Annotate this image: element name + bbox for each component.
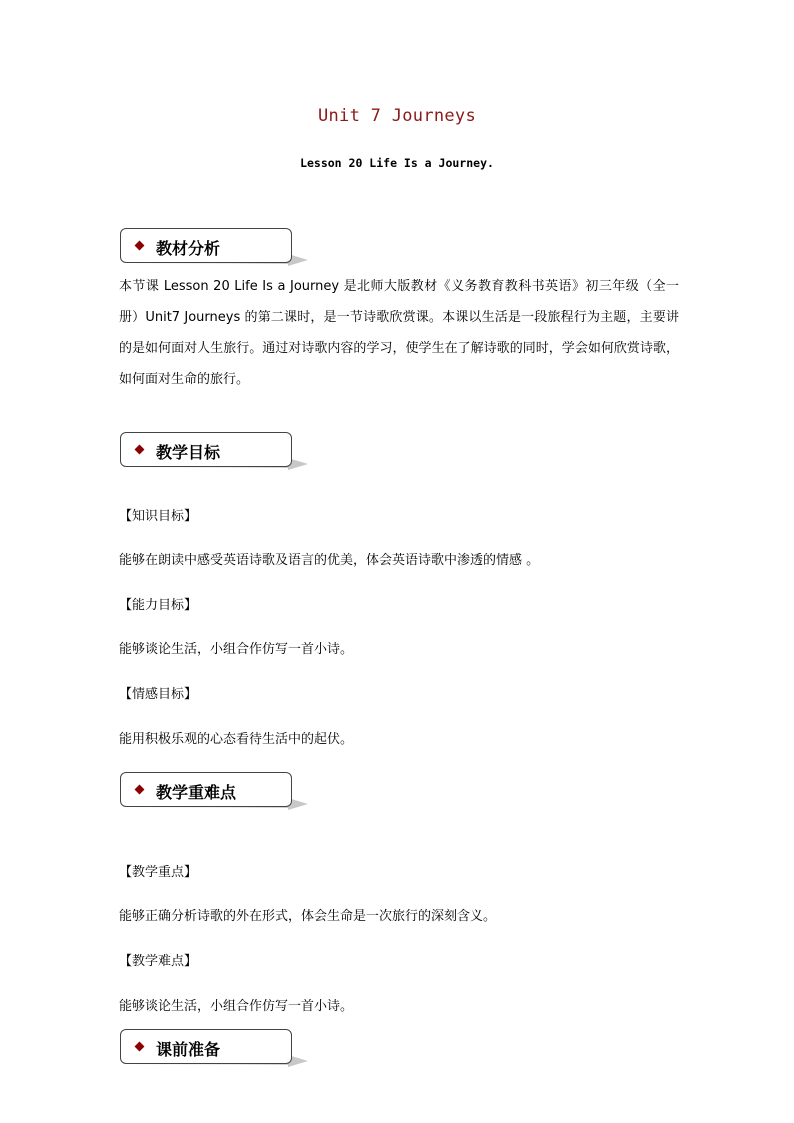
teaching-focus-label: 【教学重点】 — [119, 865, 198, 880]
teaching-difficulty-label: 【教学难点】 — [119, 954, 198, 969]
ability-objective-label: 【能力目标】 — [119, 598, 198, 613]
diamond-bullet-icon — [135, 241, 145, 251]
knowledge-objective-text: 能够在朗读中感受英语诗歌及语言的优美，体会英语诗歌中渗透的情感 。 — [119, 553, 540, 568]
header-box — [120, 432, 292, 467]
diamond-bullet-icon — [135, 1042, 145, 1052]
header-box — [120, 1029, 292, 1064]
section-title: 教材分析 — [156, 239, 221, 258]
section-title: 教学目标 — [156, 443, 221, 462]
emotion-objective-text: 能用积极乐观的心态看待生活中的起伏。 — [119, 732, 354, 747]
analysis-paragraph: 本节课 Lesson 20 Life Is a Journey 是北师大版教材《义务教育教科书英语》初三年级（全一册）Unit7 Journeys 的第二课时，是一节诗歌欣赏课。本课以生活是一段旅程行为主题，主要讲的是如何面对人生旅行。通过对诗歌内容的学习，使学生在了解诗歌的同时，学会如何欣赏诗歌，如何面对生命的旅行。 — [119, 279, 679, 387]
ability-objective-text: 能够谈论生活，小组合作仿写一首小诗。 — [119, 642, 354, 657]
section-header-objectives — [120, 432, 294, 469]
section-header-keypoints — [120, 772, 294, 809]
header-box — [120, 228, 292, 263]
teaching-focus-text: 能够正确分析诗歌的外在形式，体会生命是一次旅行的深刻含义。 — [119, 909, 497, 924]
document-title: Unit 7 Journeys — [317, 106, 477, 126]
diamond-bullet-icon — [135, 785, 145, 795]
section-header-preparation — [120, 1029, 294, 1066]
teaching-difficulty-text: 能够谈论生活，小组合作仿写一首小诗。 — [119, 999, 354, 1014]
knowledge-objective-label: 【知识目标】 — [119, 509, 198, 524]
diamond-bullet-icon — [135, 445, 145, 455]
section-title: 课前准备 — [156, 1040, 221, 1059]
header-box — [120, 772, 292, 807]
document-subtitle: Lesson 20 Life Is a Journey. — [300, 156, 494, 170]
emotion-objective-label: 【情感目标】 — [119, 687, 198, 702]
section-header-analysis — [120, 228, 294, 265]
section-title: 教学重难点 — [156, 783, 237, 802]
